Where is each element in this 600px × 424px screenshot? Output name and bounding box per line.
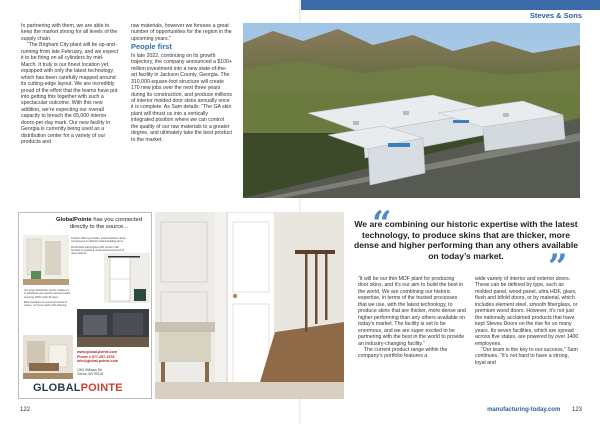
- ad-address-line2: Genoa, WV 55128: [77, 372, 104, 376]
- aerial-factory-photo: [243, 23, 580, 198]
- ad-barn-door-svg: [104, 253, 150, 303]
- ad-address: [77, 368, 149, 376]
- right-column-2: [475, 276, 581, 366]
- ad-phone: Phone # 877-257-1978: [77, 354, 115, 359]
- left-col1-para2: “The Brigham City plant will be up-and-running from late February, and we expect it to be firing on all cylinders by mid-March. It truly is our finest location yet, equipped with only the latest technology, which has been carefully mapped around its cutting-edge layout. We are incredibly proud of the effort that the teams have put into getting this together with such a spectacular outcome. With this new addition, we’re expecting our overall capacity to breach the 65,000 interior doors-per-day mark. Our new facility in Georgia is currently being used as a distribution center for a variety of our products and: [21, 42, 119, 146]
- interior-doors-photo: [155, 212, 344, 399]
- ad-kitchen-image: [77, 309, 149, 347]
- ad-address-line1: 1000 Williams Rd.: [77, 368, 103, 372]
- globalpointe-ad[interactable]: [18, 212, 152, 399]
- ad-living-room-image: [23, 335, 73, 379]
- ad-bullet: Our large distribution center enables us to withstand your growing demand while ensuring 100% order fill rates.: [24, 289, 71, 299]
- ad-logo: [33, 382, 143, 394]
- left-column-1: [21, 23, 119, 146]
- header-bar: [301, 0, 600, 10]
- ad-bullet: World-wide partnerships with proven mills focused on quality & continual development of new products.: [71, 245, 124, 256]
- header-brand: Steves & Sons: [529, 11, 582, 20]
- ad-contact: [77, 350, 149, 364]
- pull-quote-close-mark: ”: [548, 247, 568, 287]
- ad-barn-door-image: [104, 253, 150, 303]
- page-number-left: 122: [20, 407, 31, 413]
- page-number-right: 123: [571, 407, 582, 413]
- right-column-1: [358, 276, 466, 360]
- left-col1-para1: In partnering with them, we are able to keep the market strong for all levels of the supply chain.: [21, 23, 118, 42]
- ad-logo-pointe: POINTE: [80, 382, 123, 394]
- ad-room-image-top: [23, 235, 69, 285]
- pull-quote-text: We are combining our historic expertise with the latest technology, to produce skins that are thicker, more dense and higher performing than any others available on today’s market.: [354, 219, 578, 262]
- left-col2-para1: raw materials, however we foresee a great number of opportunities for the region in the upcoming years.”: [131, 23, 232, 42]
- ad-headline: [49, 217, 149, 230]
- pull-quote-open-mark: “: [372, 204, 392, 244]
- subhead-people-first: People first: [131, 42, 172, 52]
- right-col2-para1: wide variety of interior and exterior doors. These can be defined by type, such as molded panel, wood panel, ultra HDF, glass, flush and bifold doors, or by material, which includes element steel, smooth fiberglass, or premium wood doors. However, it’s not just the nationally acclaimed products that have kept Steves Doors on the rise for so many years. Its seven facilities, which are spread across five states, are powered by over 1400 employees.: [475, 276, 579, 347]
- interior-doors-svg: [155, 212, 344, 399]
- left-column-2: [131, 23, 232, 143]
- ad-bullets-2: [24, 289, 72, 307]
- ad-website-link[interactable]: www.global-pointe.com: [77, 350, 118, 354]
- right-col1-para2: The current product range within the company’s portfolio features a: [358, 346, 448, 360]
- left-col2-para2: In late 2022, continuing on its growth trajectory, the company announced a $100+ million investment into a new state-of-the-art facility in Jackson County, Georgia. The 310,000-square-foot structure will create 170 new jobs over the next three years during its construction, and produce millions of interior molded door skins annually once it is complete. As Sam details: “The GA skin plant will thrust us into a vertically integrated position where we can control the quality of our raw materials to a greater degree, and ultimately take the best product to the market.: [131, 52, 232, 143]
- ad-email-link[interactable]: info@global-pointe.com: [77, 359, 119, 364]
- ad-bullet: Product offering includes: Interior/exterior doors, components & millwork related building items.: [71, 237, 127, 244]
- right-col2-para2: “Our team is the key to our success,” Sam continues. “It’s not hard to have a strong, loyal and: [475, 346, 578, 366]
- footer-right: [487, 407, 582, 413]
- ad-brand-lead: GlobalPointe: [55, 217, 92, 223]
- ad-room-top-svg: [23, 235, 69, 285]
- ad-kitchen-svg: [77, 309, 149, 347]
- footer-site-link[interactable]: manufacturing-today.com: [487, 407, 561, 413]
- factory-image: [243, 23, 580, 198]
- right-col1-para1: “It will be our thin MDF plant for producing door skins, and it’s our aim to build the best in the world. We are combining our historic expertise, in terms of the trusted processes that we use, with the latest technology, to produce skins that are thicker, more dense and higher performing than any others available on today’s market. The facility is set to be enormous, and we are super excited to be partnering with the best in the world to provide an industry-changing facility.”: [358, 276, 466, 347]
- ad-headline-text: has you connected directly to the source...: [69, 217, 143, 230]
- ad-logo-global: GLOBAL: [33, 382, 81, 394]
- ad-bullet: Built reputation on personal service & values, our focus starts with listening.: [24, 300, 67, 308]
- ad-living-room-svg: [23, 335, 73, 379]
